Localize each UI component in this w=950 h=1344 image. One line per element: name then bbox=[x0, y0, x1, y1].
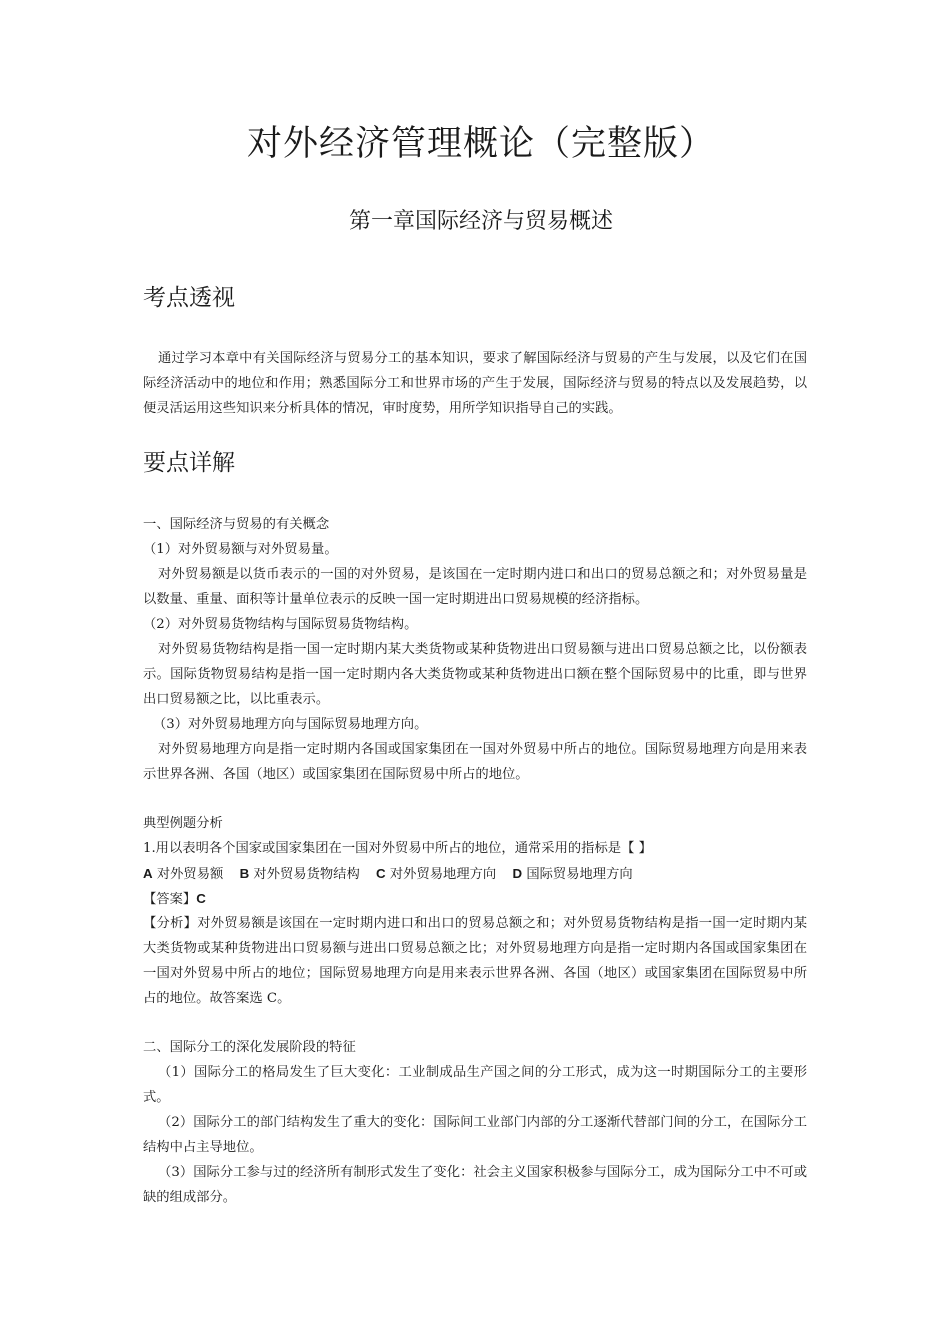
item3-title: （3）对外贸易地理方向与国际贸易地理方向。 bbox=[153, 717, 428, 732]
part2-title: 二、国际分工的深化发展阶段的特征 bbox=[143, 1040, 356, 1055]
option-c-text: 对外贸易地理方向 bbox=[389, 867, 497, 882]
option-b-letter: B bbox=[239, 866, 250, 881]
section-heading-kaodian: 考点透视 bbox=[143, 285, 235, 311]
option-c bbox=[376, 867, 496, 882]
item2-text: 对外贸易货物结构是指一国一定时期内某大类货物或某种货物进出口贸易额与进出口贸易总额之比，以份额表示。国际货物贸易结构是指一国一定时期内各大类货物或某种货物进出口额在整个国际贸易中的比重，即与世界出口贸易额之比，以比重表示。 bbox=[143, 642, 807, 707]
option-d bbox=[512, 867, 632, 882]
example-analysis: 【分析】对外贸易额是该国在一定时期内进口和出口的贸易总额之和；对外贸易货物结构是指一国一定时期内某大类货物或某种货物进出口贸易额与进出口贸易总额之比；对外贸易地理方向是指一定时期内各国或国家集团在一国对外贸易中所占的地位；国际贸易地理方向是用来表示世界各洲、各国（地区）或国家集团在国际贸易中所占的地位。故答案选 C。 bbox=[143, 916, 807, 1006]
section-heading-yaodian: 要点详解 bbox=[143, 450, 235, 476]
document-title: 对外经济管理概论（完整版） bbox=[246, 124, 715, 164]
option-b-text: 对外贸易货物结构 bbox=[253, 867, 360, 882]
item1-text: 对外贸易额是以货币表示的一国的对外贸易，是该国在一定时期内进口和出口的贸易总额之和；对外贸易量是以数量、重量、面积等计量单位表示的反映一国一定时期进出口贸易规模的经济指标。 bbox=[143, 567, 807, 607]
option-d-letter: D bbox=[512, 866, 523, 881]
example-answer bbox=[143, 886, 206, 912]
kaodian-paragraph: 通过学习本章中有关国际经济与贸易分工的基本知识，要求了解国际经济与贸易的产生与发展，以及它们在国际经济活动中的地位和作用；熟悉国际分工和世界市场的产生于发展，国际经济与贸易的特点以及发展趋势，以便灵活运用这些知识来分析具体的情况，审时度势，用所学知识指导自己的实践。 bbox=[143, 351, 807, 416]
part2-item1: （1）国际分工的格局发生了巨大变化：工业制成品生产国之间的分工形式，成为这一时期国际分工的主要形式。 bbox=[143, 1065, 807, 1105]
example-heading: 典型例题分析 bbox=[143, 816, 223, 831]
part1-title: 一、国际经济与贸易的有关概念 bbox=[143, 517, 330, 532]
option-a-text: 对外贸易额 bbox=[156, 867, 224, 882]
option-a-letter: A bbox=[143, 866, 153, 881]
example-options bbox=[143, 861, 645, 887]
chapter-title: 第一章国际经济与贸易概述 bbox=[348, 209, 613, 234]
option-a bbox=[143, 867, 223, 882]
item2-title: （2）对外贸易货物结构与国际贸易货物结构。 bbox=[143, 617, 418, 632]
example-question: 1.用以表明各个国家或国家集团在一国对外贸易中所占的地位，通常采用的指标是【 】 bbox=[143, 841, 652, 856]
item1-title: （1）对外贸易额与对外贸易量。 bbox=[143, 542, 338, 557]
part2-item3: （3）国际分工参与过的经济所有制形式发生了变化：社会主义国家积极参与国际分工，成为国际分工中不可或缺的组成部分。 bbox=[143, 1165, 807, 1205]
option-c-letter: C bbox=[376, 866, 386, 881]
answer-value: C bbox=[196, 891, 206, 906]
option-d-text: 国际贸易地理方向 bbox=[526, 867, 633, 882]
part2-item2: （2）国际分工的部门结构发生了重大的变化：国际间工业部门内部的分工逐渐代替部门间的分工，在国际分工结构中占主导地位。 bbox=[143, 1115, 807, 1155]
item3-text: 对外贸易地理方向是指一定时期内各国或国家集团在一国对外贸易中所占的地位。国际贸易地理方向是用来表示世界各洲、各国（地区）或国家集团在国际贸易中所占的地位。 bbox=[143, 742, 807, 782]
answer-label: 【答案】 bbox=[143, 892, 197, 907]
option-b bbox=[240, 867, 360, 882]
